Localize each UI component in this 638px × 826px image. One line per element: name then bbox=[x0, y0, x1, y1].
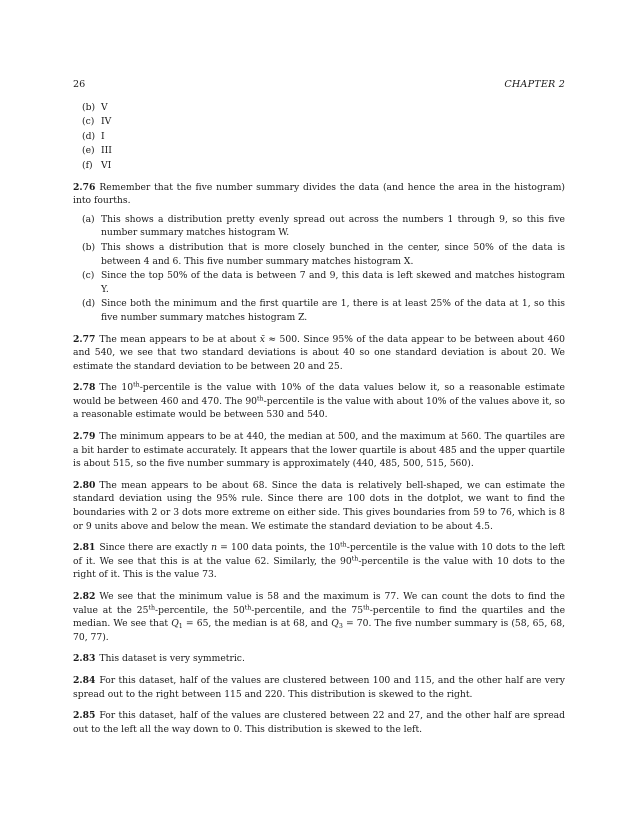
problem-text: Since there are exactly bbox=[99, 542, 212, 554]
problem-text: = 100 data points, the 10 bbox=[217, 542, 341, 554]
problem-number: 2.77 bbox=[73, 333, 96, 345]
math-q3: Q bbox=[331, 618, 339, 630]
math-q1: Q bbox=[171, 618, 179, 630]
list-item bbox=[73, 115, 565, 129]
page-number: 26 bbox=[73, 79, 86, 90]
document-page bbox=[73, 78, 565, 736]
problem-number: 2.78 bbox=[73, 382, 96, 394]
superscript: th bbox=[244, 604, 252, 612]
item-text: V bbox=[101, 101, 108, 113]
item-text: Since both the minimum and the first quartile are 1, there is at least 25% of the data at 1, so this five number summary matches histogram Z. bbox=[101, 298, 565, 323]
problem-text: -percentile is the value with about 10% of the values above it, so a reasonable estimate would be between 530 and 540. bbox=[73, 395, 565, 421]
item-text: III bbox=[101, 145, 112, 157]
problem-2-79 bbox=[73, 430, 565, 471]
list-item bbox=[73, 241, 565, 268]
problem-text: For this dataset, half of the values are clustered between 22 and 27, and the other half are spread out to the left all the way down to 0. This distribution is skewed to the left. bbox=[73, 710, 565, 735]
problem-2-82 bbox=[73, 590, 565, 644]
problem-number: 2.76 bbox=[73, 181, 96, 193]
page-header bbox=[73, 78, 565, 92]
item-text: I bbox=[101, 130, 105, 142]
item-label: (b) bbox=[82, 241, 96, 253]
item-text: VI bbox=[101, 159, 112, 171]
superscript: th bbox=[340, 541, 347, 549]
problem-2-85 bbox=[73, 709, 565, 736]
item-text: This shows a distribution pretty evenly spread out across the numbers 1 through 9, so this five number summary matches histogram W. bbox=[101, 213, 565, 239]
problem-text: = 65, the median is at 68, and bbox=[182, 618, 332, 630]
list-item bbox=[73, 159, 565, 173]
list-item bbox=[73, 269, 565, 296]
problem-number: 2.83 bbox=[73, 653, 96, 665]
problem-text: The mean appears to be at about bbox=[99, 333, 260, 345]
problem-2-84 bbox=[73, 674, 565, 701]
problem-number: 2.81 bbox=[73, 542, 96, 554]
sub-answer-list bbox=[73, 213, 565, 325]
problem-2-76 bbox=[73, 181, 565, 325]
problem-number: 2.82 bbox=[73, 591, 96, 602]
item-label: (d) bbox=[82, 298, 96, 310]
item-label: (c) bbox=[82, 270, 95, 282]
problem-text: -percentile is the value with 10 dots to the left of it. We see that this is at the value 62. Similarly, the 90 bbox=[73, 542, 565, 567]
problem-2-78 bbox=[73, 381, 565, 422]
problem-text: = 70. The five number summary is (58, 65, 68, 70, 77). bbox=[73, 618, 565, 643]
superscript: th bbox=[363, 604, 370, 612]
problem-2-80 bbox=[73, 479, 565, 533]
superscript: th bbox=[351, 555, 359, 563]
problem-number: 2.79 bbox=[73, 431, 96, 443]
problem-text: This dataset is very symmetric. bbox=[99, 653, 245, 665]
item-text: Since the top 50% of the data is between 7 and 9, this data is left skewed and matches histogram Y. bbox=[101, 270, 565, 295]
list-item bbox=[73, 297, 565, 324]
problem-number: 2.84 bbox=[73, 674, 96, 686]
list-item bbox=[73, 144, 565, 158]
item-label: (c) bbox=[82, 116, 95, 128]
problem-text: -percentile is the value with 10% of the data values below it, so a reasonable estimate would be between 460 and 470. The 90 bbox=[73, 382, 565, 407]
answer-list bbox=[73, 101, 565, 173]
item-label: (d) bbox=[82, 130, 96, 142]
problem-2-77 bbox=[73, 333, 565, 374]
problem-number: 2.85 bbox=[73, 710, 96, 722]
problem-text: -percentile, and the 75 bbox=[251, 604, 364, 616]
item-label: (f) bbox=[82, 159, 93, 171]
problem-text: We see that the minimum value is 58 and the maximum is 77. We can count the dots to find the value at the 25 bbox=[73, 591, 565, 616]
problem-number: 2.80 bbox=[73, 479, 96, 491]
problem-2-83 bbox=[73, 652, 565, 666]
subscript: 3 bbox=[338, 623, 343, 631]
item-label: (e) bbox=[82, 145, 95, 157]
chapter-title: CHAPTER 2 bbox=[504, 79, 565, 90]
list-item bbox=[73, 213, 565, 240]
item-label: (b) bbox=[82, 101, 96, 113]
problem-text: -percentile is the value with 10 dots to the right of it. This is the value 73. bbox=[73, 555, 565, 581]
superscript: th bbox=[133, 381, 140, 389]
math-xbar: x̄ bbox=[259, 333, 265, 345]
problem-text: -percentile, the 50 bbox=[155, 604, 245, 616]
superscript: th bbox=[257, 395, 264, 403]
item-label: (a) bbox=[82, 213, 95, 225]
subscript: 1 bbox=[178, 623, 183, 631]
math-n: n bbox=[211, 542, 217, 554]
problem-text: ≈ 500. Since 95% of the data appear to be between about 460 and 540, we see that two standard deviations is about 40 so one standard deviation is about 20. We estimate the standard deviation to be between 20 and 25. bbox=[73, 333, 565, 372]
list-item bbox=[73, 130, 565, 144]
problem-2-81 bbox=[73, 541, 565, 582]
item-text: IV bbox=[101, 116, 112, 128]
item-text: This shows a distribution that is more closely bunched in the center, since 50% of the data is between 4 and 6. This five number summary matches histogram X. bbox=[101, 241, 565, 267]
problem-text: The 10 bbox=[99, 382, 134, 394]
list-item bbox=[73, 101, 565, 115]
problem-text: Remember that the five number summary divides the data (and hence the area in the histogram) into fourths. bbox=[73, 181, 565, 207]
problem-text: -percentile to find the quartiles and the median. We see that bbox=[73, 604, 566, 630]
problem-text: The mean appears to be about 68. Since the data is relatively bell-shaped, we can estimate the standard deviation using the 95% rule. Since there are 100 dots in the dotplot, we want to find the boundaries with 2 or 3 dots more extreme on either side. This gives boundaries from 59 to 76, which is 8 or 9 units above and below the mean. We estimate the standard deviation to be about 4.5. bbox=[73, 479, 565, 532]
superscript: th bbox=[148, 604, 156, 612]
problem-text: The minimum appears to be at 440, the median at 500, and the maximum at 560. The quartiles are a bit harder to estimate accurately. It appears that the lower quartile is about 485 and the upper quartile is about 515, so the five number summary is approximately (440, 485, 500, 515, 560). bbox=[73, 431, 565, 470]
problem-text: For this dataset, half of the values are clustered between 100 and 115, and the other half are very spread out to the right between 115 and 220. This distribution is skewed to the right. bbox=[73, 674, 565, 700]
